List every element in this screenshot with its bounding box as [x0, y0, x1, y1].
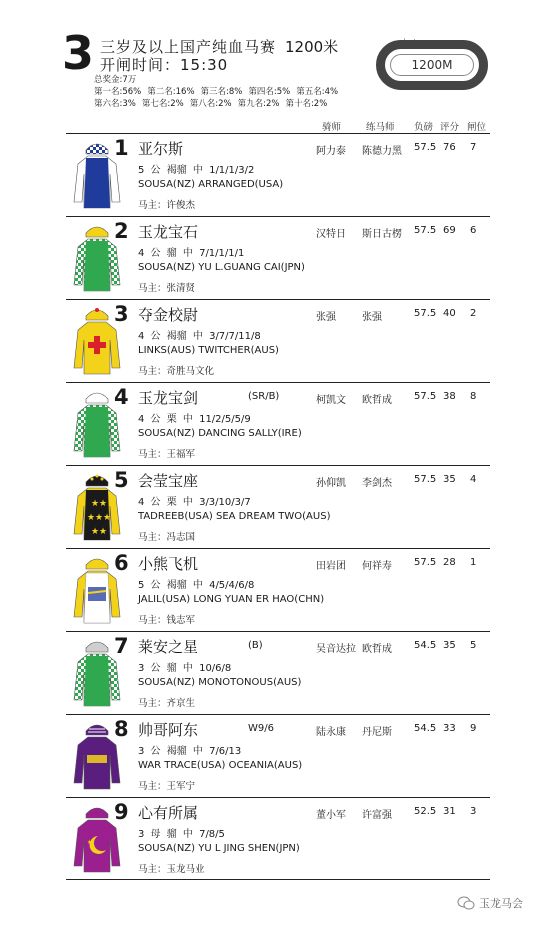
horse-jockey: 吴音达拉: [316, 644, 356, 655]
svg-text:★: ★: [87, 839, 93, 846]
horse-name: 玉龙宝石: [138, 223, 199, 241]
horse-info: 5 公 褐骝 中 4/5/4/6/8: [138, 580, 255, 591]
horse-info: 4 公 栗 中 3/3/10/3/7: [138, 497, 251, 508]
horse-number: 7: [114, 634, 129, 658]
prize-2: 第二名:16%: [147, 87, 195, 97]
horse-weight: 52.5: [414, 806, 437, 817]
horse-draw: 5: [470, 640, 477, 651]
race-header: [0, 0, 550, 133]
horse-draw: 6: [470, 225, 477, 236]
prize-1: 第一名:56%: [94, 87, 142, 97]
horse-row: [66, 299, 490, 382]
horse-draw: 9: [470, 723, 477, 734]
horse-rating: 33: [443, 723, 456, 734]
horse-weight: 54.5: [414, 723, 437, 734]
horse-number: 8: [114, 717, 129, 741]
horse-draw: 7: [470, 142, 477, 153]
horse-jockey: 阿力泰: [316, 146, 346, 157]
horse-owner: 马主：钱志军: [138, 615, 196, 626]
horse-pedigree: LINKS(AUS) TWITCHER(AUS): [138, 345, 279, 356]
horse-draw: 1: [470, 557, 477, 568]
horse-jockey: 孙仰凯: [316, 478, 346, 489]
prize-3: 第三名:8%: [200, 87, 243, 97]
horse-draw: 8: [470, 391, 477, 402]
horse-row: [66, 797, 490, 880]
prize-9: 第九名:2%: [237, 99, 280, 109]
horse-row: [66, 216, 490, 299]
horse-pedigree: JALIL(USA) LONG YUAN ER HAO(CHN): [138, 594, 325, 605]
horse-pedigree: WAR TRACE(USA) OCEANIA(AUS): [138, 760, 303, 771]
horse-name: 玉龙宝剑: [138, 389, 199, 407]
column-header-weight: 负磅: [414, 122, 434, 133]
horse-number: 4: [114, 385, 129, 409]
wechat-icon: [457, 896, 475, 910]
horse-pedigree: SOUSA(NZ) YU L JING SHEN(JPN): [138, 843, 300, 854]
horse-trainer: 何祥寿: [362, 561, 392, 572]
horse-name: 小熊飞机: [138, 555, 199, 573]
horse-jockey: 张强: [316, 312, 336, 323]
race-purse: 总奖金:7万: [94, 75, 137, 85]
horse-pedigree: SOUSA(NZ) ARRANGED(USA): [138, 179, 284, 190]
horse-gear: W9/6: [248, 723, 274, 734]
prize-6: 第六名:3%: [94, 99, 136, 109]
prize-4: 第四名:5%: [248, 87, 291, 97]
horse-info: 4 公 褐骝 中 3/7/7/11/8: [138, 331, 261, 342]
prize-split-row-1: [94, 85, 344, 97]
horse-pedigree: SOUSA(NZ) MONOTONOUS(AUS): [138, 677, 302, 688]
horse-jockey: 董小军: [316, 810, 346, 821]
horse-name: 亚尔斯: [138, 140, 184, 158]
track-distance-label: 1200M: [390, 54, 474, 76]
horse-trainer: 陈德力黑: [362, 146, 402, 157]
horse-draw: 4: [470, 474, 477, 485]
horse-rating: 40: [443, 308, 456, 319]
horse-owner: 马主：玉龙马业: [138, 864, 205, 875]
race-distance: 1200米: [285, 38, 339, 56]
horse-name: 心有所属: [138, 804, 199, 822]
horse-gear: (B): [248, 640, 263, 651]
column-header-rating: 评分: [440, 122, 460, 133]
horse-info: 4 公 骝 中 7/1/1/1/1: [138, 248, 245, 259]
horse-owner: 马主：奇胜马文化: [138, 366, 215, 377]
start-flag-icon: ⊢→: [404, 37, 416, 45]
svg-text:★: ★: [87, 513, 96, 523]
horse-owner: 马主：王军宁: [138, 781, 196, 792]
horse-row: [66, 382, 490, 465]
track-diagram: [376, 40, 488, 90]
horse-jockey: 陆永康: [316, 727, 346, 738]
horse-rating: 31: [443, 806, 456, 817]
horse-weight: 57.5: [414, 557, 437, 568]
horse-jockey: 汉特日: [316, 229, 346, 240]
watermark-text: 玉龙马会: [479, 897, 523, 910]
table-bottom-rule: [66, 879, 490, 880]
horse-trainer: 欧哲成: [362, 395, 392, 406]
prize-10: 第十名:2%: [285, 99, 328, 109]
prize-7: 第七名:2%: [141, 99, 184, 109]
horse-owner: 马主：冯志国: [138, 532, 196, 543]
horse-trainer: 斯日古楞: [362, 229, 402, 240]
horse-trainer: 丹尼斯: [362, 727, 392, 738]
prize-5: 第五名:4%: [296, 87, 339, 97]
svg-text:★: ★: [95, 513, 104, 523]
column-header-draw: 闸位: [467, 122, 487, 133]
svg-text:★: ★: [91, 527, 100, 537]
horse-trainer: 许富强: [362, 810, 392, 821]
horse-owner: 马主：王福军: [138, 449, 196, 460]
horse-name: 会莹宝座: [138, 472, 199, 490]
horse-name: 夺金校尉: [138, 306, 199, 324]
horse-weight: 57.5: [414, 225, 437, 236]
svg-text:★: ★: [91, 499, 100, 509]
horse-number: 1: [114, 136, 129, 160]
horse-rating: 38: [443, 391, 456, 402]
horse-info: 3 公 褐骝 中 7/6/13: [138, 746, 242, 757]
horse-row: [66, 465, 490, 548]
horse-owner: 马主：张清贤: [138, 283, 196, 294]
horse-owner: 马主：许俊杰: [138, 200, 196, 211]
horse-trainer: 张强: [362, 312, 382, 323]
race-start-time: 开闸时间：15:30: [100, 56, 229, 74]
horse-owner: 马主：齐京生: [138, 698, 196, 709]
horse-weight: 57.5: [414, 142, 437, 153]
horse-weight: 57.5: [414, 391, 437, 402]
horse-name: 帅哥阿东: [138, 721, 199, 739]
horse-row: [66, 631, 490, 714]
prize-8: 第八名:2%: [189, 99, 232, 109]
horse-weight: 54.5: [414, 640, 437, 651]
horse-row: [66, 133, 490, 216]
watermark: [457, 895, 523, 911]
horse-weight: 57.5: [414, 474, 437, 485]
horse-pedigree: SOUSA(NZ) YU L.GUANG CAI(JPN): [138, 262, 305, 273]
horse-rating: 35: [443, 640, 456, 651]
horse-trainer: 欧哲成: [362, 644, 392, 655]
horse-number: 2: [114, 219, 129, 243]
horse-row: [66, 714, 490, 797]
horse-info: 4 公 栗 中 11/2/5/5/9: [138, 414, 251, 425]
horse-draw: 3: [470, 806, 477, 817]
horse-jockey: 田岩团: [316, 561, 346, 572]
horse-rating: 35: [443, 474, 456, 485]
horse-draw: 2: [470, 308, 477, 319]
horse-pedigree: TADREEB(USA) SEA DREAM TWO(AUS): [138, 511, 331, 522]
horse-rating: 69: [443, 225, 456, 236]
horse-number: 5: [114, 468, 129, 492]
horse-name: 莱安之星: [138, 638, 199, 656]
svg-text:★: ★: [103, 513, 112, 523]
horse-info: 3 母 骝 中 7/8/5: [138, 829, 225, 840]
prize-split-row-2: [94, 97, 333, 109]
horse-rating: 28: [443, 557, 456, 568]
horse-rating: 76: [443, 142, 456, 153]
horse-jockey: 柯凯文: [316, 395, 346, 406]
horse-number: 3: [114, 302, 129, 326]
horse-info: 5 公 褐骝 中 1/1/1/3/2: [138, 165, 255, 176]
horse-gear: (SR/B): [248, 391, 280, 402]
race-number: 3: [62, 26, 95, 80]
column-header-jockey: 骑师: [322, 122, 342, 133]
horse-number: 9: [114, 800, 129, 824]
horse-number: 6: [114, 551, 129, 575]
column-header-trainer: 练马师: [366, 122, 395, 133]
horse-info: 3 公 骝 中 10/6/8: [138, 663, 232, 674]
svg-text:★: ★: [99, 499, 108, 509]
horse-weight: 57.5: [414, 308, 437, 319]
horse-row: [66, 548, 490, 631]
svg-text:★: ★: [99, 527, 108, 537]
horse-pedigree: SOUSA(NZ) DANCING SALLY(IRE): [138, 428, 302, 439]
race-title: 三岁及以上国产纯血马赛: [100, 38, 277, 56]
horse-trainer: 李剑杰: [362, 478, 392, 489]
